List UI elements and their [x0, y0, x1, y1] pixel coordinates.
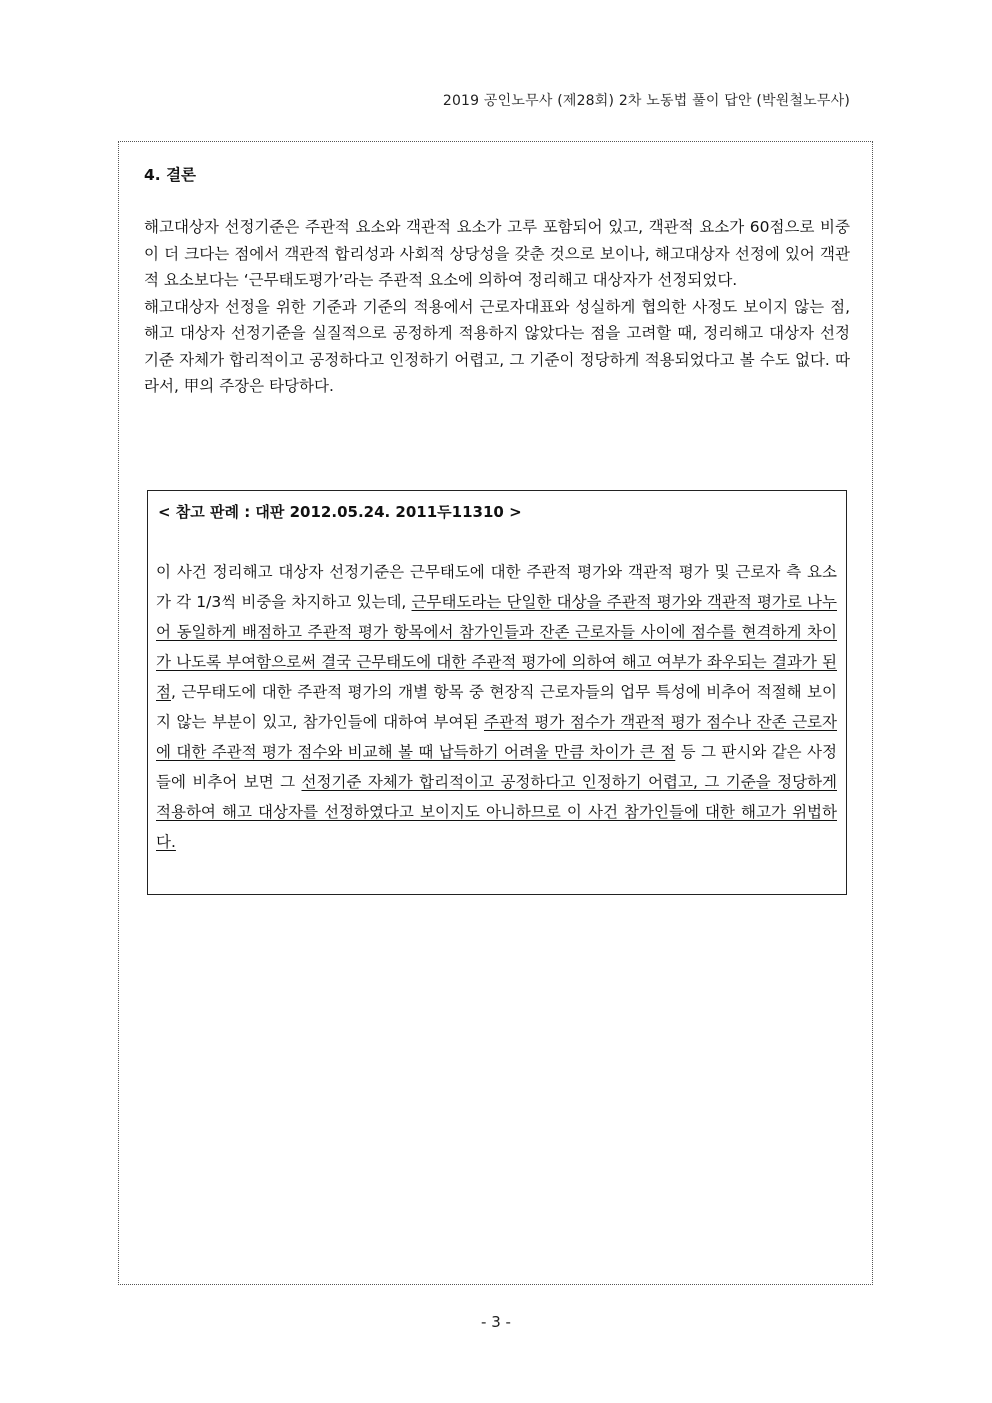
- reference-case-box: [147, 490, 847, 895]
- reference-case-title: < 참고 판례 : 대판 2012.05.24. 2011두11310 >: [158, 503, 522, 521]
- reference-text-segment: 이 사건 정리해고 대상자 선정기준은 근무태도에 대한 주관적 평가와 객관적 평가 및 근로자 측 요소가 각 1/3씩 비중을 차지하고 있는데,: [156, 563, 837, 611]
- conclusion-paragraph-1: 해고대상자 선정기준은 주관적 요소와 객관적 요소가 고루 포함되어 있고, 객관적 요소가 60점으로 비중이 더 크다는 점에서 객관적 합리성과 사회적 상당성을 갖춘 것으로 보이나, 해고대상자 선정에 있어 객관적 요소보다는 ‘근무태도평가’라는 주관적 요소에 의하여 정리해고 대상자가 선정되었다.: [144, 218, 850, 289]
- reference-case-body: [156, 557, 837, 857]
- conclusion-paragraph-2: 해고대상자 선정을 위한 기준과 기준의 적용에서 근로자대표와 성실하게 협의한 사정도 보이지 않는 점, 해고 대상자 선정기준을 실질적으로 공정하게 적용하지 않았다는 점을 고려할 때, 정리해고 대상자 선정기준 자체가 합리적이고 공정하다고 인정하기 어렵고, 그 기준이 정당하게 적용되었다고 볼 수도 없다. 따라서, 甲의 주장은 타당하다.: [144, 297, 850, 395]
- reference-text-segment: 등 그 판시와 같은 사정들에 비추어 보면 그: [156, 743, 837, 791]
- reference-underlined-segment: 선정기준 자체가 합리적이고 공정하다고 인정하기 어렵고, 그 기준을 정당하게 적용하여 해고 대상자를 선정하였다고 보이지도 아니하므로 이 사건 참가인들에 대한 해고가 위법하다.: [156, 773, 837, 851]
- page-header: 2019 공인노무사 (제28회) 2차 노동법 풀이 답안 (박원철노무사): [442, 93, 850, 109]
- conclusion-text: [144, 214, 850, 400]
- section-title: 4. 결론: [144, 166, 197, 184]
- reference-underlined-segment: 근무태도라는 단일한 대상을 주관적 평가와 객관적 평가로 나누어 동일하게 배점하고 주관적 평가 항목에서 참가인들과 잔존 근로자들 사이에 점수를 현격하게 차이가 나도록 부여함으로써 결국 근무태도에 대한 주관적 평가에 의하여 해고 여부가 좌우되는 결과가 된 점: [156, 593, 837, 701]
- reference-text-segment: , 근무태도에 대한 주관적 평가의 개별 항목 중 현장직 근로자들의 업무 특성에 비추어 적절해 보이지 않는 부분이 있고, 참가인들에 대하여 부여된: [156, 683, 837, 731]
- reference-underlined-segment: 주관적 평가 점수가 객관적 평가 점수나 잔존 근로자에 대한 주관적 평가 점수와 비교해 볼 때 납득하기 어려울 만큼 차이가 큰 점: [156, 713, 837, 761]
- page-number: - 3 -: [481, 1313, 511, 1331]
